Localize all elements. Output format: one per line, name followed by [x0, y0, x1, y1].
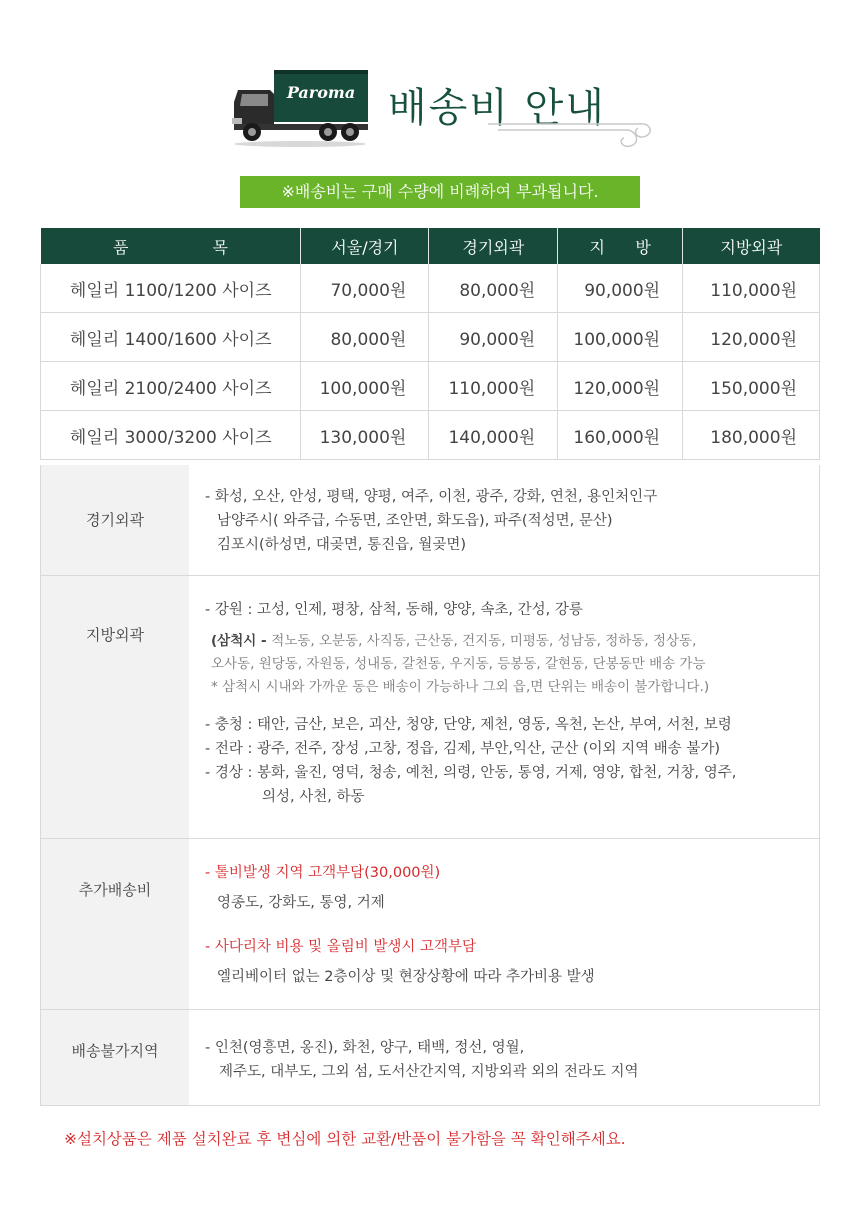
installation-return-notice: ※설치상품은 제품 설치완료 후 변심에 의한 교환/반품이 불가함을 꼭 확인해주세요. [64, 1130, 626, 1148]
area-line: 김포시(하성면, 대곶면, 통진읍, 월곶면) [217, 537, 467, 553]
product-name: 헤일리 1100/1200 사이즈 [41, 264, 301, 313]
quantity-notice-bar: ※배송비는 구매 수량에 비례하여 부과됩니다. [240, 176, 640, 208]
ladder-fee-desc: 엘리베이터 없는 2층이상 및 현장상황에 따라 추가비용 발생 [217, 969, 595, 985]
delivery-truck-icon [230, 68, 370, 148]
table-row [41, 313, 820, 362]
samcheok-line: (삼척시 - 적노동, 오분동, 사직동, 근산동, 건지동, 미평동, 성남동, 정하동, 정상동, [211, 633, 697, 649]
section-gyeonggi-outer [40, 465, 820, 576]
area-line: - 화성, 오산, 안성, 평택, 양평, 여주, 이천, 광주, 강화, 연천, 용인처인구 [205, 489, 658, 505]
area-line-jeolla: - 전라 : 광주, 전주, 장성 ,고창, 정읍, 김제, 부안,익산, 군산 (이외 지역 배송 불가) [205, 741, 721, 757]
area-line-gyeongsang: 의성, 사천, 하동 [262, 789, 365, 805]
price-region-outer: 180,000원 [683, 411, 820, 460]
samcheok-note: * 삼척시 시내와 가까운 동은 배송이 가능하나 그외 읍,면 단위는 배송이 불가합니다.) [211, 679, 710, 695]
header-seoul: 서울/경기 [301, 228, 429, 264]
price-region: 160,000원 [558, 411, 683, 460]
section-body [189, 576, 819, 838]
price-region: 90,000원 [558, 264, 683, 313]
price-gyeonggi-outer: 140,000원 [429, 411, 558, 460]
page-title: 배송비 안내 [388, 85, 606, 131]
table-row [41, 362, 820, 411]
product-name: 헤일리 3000/3200 사이즈 [41, 411, 301, 460]
section-unavailable [40, 1010, 820, 1106]
samcheok-line: 오사동, 원당동, 자원동, 성내동, 갈천동, 우지동, 등봉동, 갈현동, 단봉동만 배송 가능 [211, 656, 706, 672]
page-header [230, 62, 660, 162]
header-region: 지 방 [558, 228, 683, 264]
table-row [41, 264, 820, 313]
delivery-info-sections [40, 465, 820, 1106]
decorative-swirl [488, 114, 658, 154]
product-name: 헤일리 1400/1600 사이즈 [41, 313, 301, 362]
section-label: 경기외곽 [41, 465, 189, 575]
table-header-row [41, 228, 820, 264]
price-seoul: 70,000원 [301, 264, 429, 313]
price-region-outer: 150,000원 [683, 362, 820, 411]
price-seoul: 100,000원 [301, 362, 429, 411]
product-name: 헤일리 2100/2400 사이즈 [41, 362, 301, 411]
ladder-fee-title: - 사다리차 비용 및 올림비 발생시 고객부담 [205, 939, 477, 955]
brand-logo-text: Paroma [286, 83, 356, 102]
samcheok-block [205, 630, 819, 699]
toll-fee-title: - 톨비발생 지역 고객부담(30,000원) [205, 865, 441, 881]
header-gyeonggi-outer: 경기외곽 [429, 228, 558, 264]
other-regions-block [205, 713, 819, 809]
unavailable-line: - 인천(영흥면, 옹진), 화천, 양구, 태백, 정선, 영월, [205, 1040, 525, 1056]
section-region-outer [40, 576, 820, 839]
section-label: 지방외곽 [41, 576, 189, 838]
header-item: 품 목 [41, 228, 301, 264]
section-label: 배송불가지역 [41, 1010, 189, 1105]
area-line-gyeongsang: - 경상 : 봉화, 울진, 영덕, 청송, 예천, 의령, 안동, 통영, 거제, 영양, 합천, 거창, 영주, [205, 765, 737, 781]
unavailable-line: 제주도, 대부도, 그외 섬, 도서산간지역, 지방외곽 외의 전라도 지역 [219, 1064, 639, 1080]
area-line-gangwon: - 강원 : 고성, 인제, 평창, 삼척, 동해, 양양, 속초, 간성, 강릉 [205, 602, 583, 618]
price-region: 100,000원 [558, 313, 683, 362]
header-region-outer: 지방외곽 [683, 228, 820, 264]
price-gyeonggi-outer: 110,000원 [429, 362, 558, 411]
price-gyeonggi-outer: 80,000원 [429, 264, 558, 313]
price-region-outer: 110,000원 [683, 264, 820, 313]
section-body [189, 465, 819, 575]
section-label: 추가배송비 [41, 839, 189, 1009]
price-seoul: 80,000원 [301, 313, 429, 362]
area-line: 남양주시( 와주급, 수동면, 조안면, 화도읍), 파주(적성면, 문산) [217, 513, 613, 529]
price-region-outer: 120,000원 [683, 313, 820, 362]
section-body [189, 839, 819, 1009]
section-body [189, 1010, 819, 1105]
toll-fee-areas: 영종도, 강화도, 통영, 거제 [217, 895, 385, 911]
section-extra-fee [40, 839, 820, 1010]
samcheok-prefix: (삼척시 - [211, 633, 272, 649]
area-line-chungcheong: - 충청 : 태안, 금산, 보은, 괴산, 청양, 단양, 제천, 영동, 옥천, 논산, 부여, 서천, 보령 [205, 717, 732, 733]
price-region: 120,000원 [558, 362, 683, 411]
price-table [40, 228, 820, 460]
price-gyeonggi-outer: 90,000원 [429, 313, 558, 362]
price-seoul: 130,000원 [301, 411, 429, 460]
table-row [41, 411, 820, 460]
